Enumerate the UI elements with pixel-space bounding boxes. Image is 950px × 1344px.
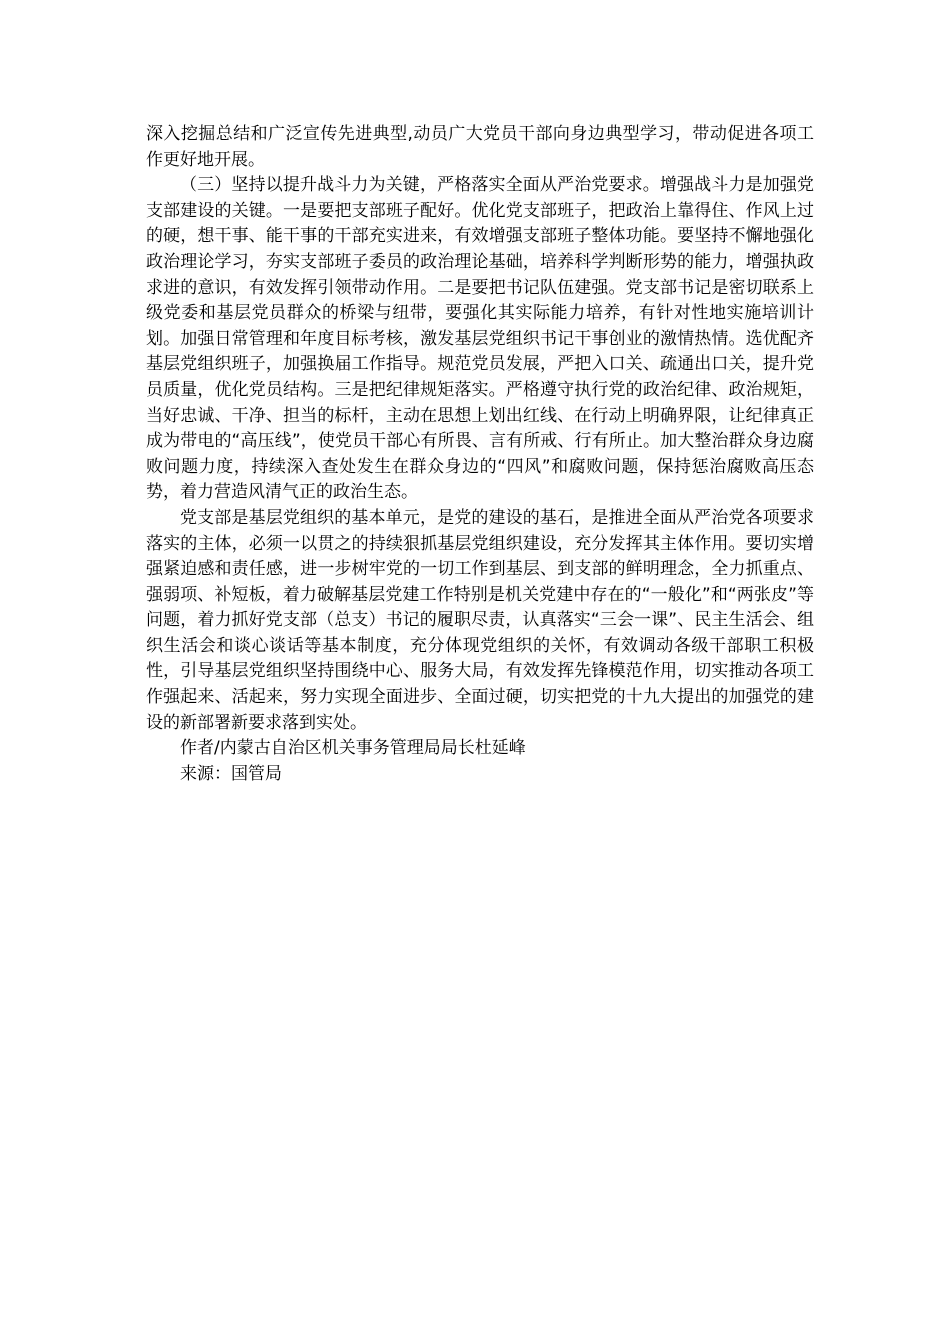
author-line: 作者/内蒙古自治区机关事务管理局局长杜延峰: [180, 738, 526, 759]
source-line: 来源：国管局: [180, 763, 282, 784]
paragraph-conclusion: 党支部是基层党组织的基本单元，是党的建设的基石，是推进全面从严治党各项要求落实的主体，必须一以贯之的持续狠抓基层党组织建设，充分发挥其主体作用。要切实增强紧迫感和责任感，进一步树牢党的一切工作到基层、到支部的鲜明理念，全力抓重点、强弱项、补短板，着力破解基层党建工作特别是机关党建中存在的“一般化”和“两张皮”等问题，着力抓好党支部（总支）书记的履职尽责，认真落实“三会一课”、民主生活会、组织生活会和谈心谈话等基本制度，充分体现党组织的关怀，有效调动各级干部职工积极性，引导基层党组织坚持围绕中心、服务大局，有效发挥先锋模范作用，切实推动各项工作强起来、活起来，努力实现全面进步、全面过硬，切实把党的十九大提出的加强党的建设的新部署新要求落到实处。: [146, 507, 814, 733]
article-body: [146, 122, 814, 787]
paragraph-continuation: 深入挖掘总结和广泛宣传先进典型,动员广大党员干部向身边典型学习，带动促进各项工作更好地开展。: [146, 124, 814, 170]
paragraph-section-three: （三）坚持以提升战斗力为关键，严格落实全面从严治党要求。增强战斗力是加强党支部建设的关键。一是要把支部班子配好。优化党支部班子，把政治上靠得住、作风上过的硬，想干事、能干事的干部充实进来，有效增强支部班子整体功能。要坚持不懈地强化政治理论学习，夯实支部班子委员的政治理论基础，培养科学判断形势的能力，增强执政求进的意识，有效发挥引领带动作用。二是要把书记队伍建强。党支部书记是密切联系上级党委和基层党员群众的桥梁与纽带，要强化其实际能力培养，有针对性地实施培训计划。加强日常管理和年度目标考核，激发基层党组织书记干事创业的激情热情。选优配齐基层党组织班子，加强换届工作指导。规范党员发展，严把入口关、疏通出口关，提升党员质量，优化党员结构。三是把纪律规矩落实。严格遵守执行党的政治纪律、政治规矩，当好忠诚、干净、担当的标杆，主动在思想上划出红线、在行动上明确界限，让纪律真正成为带电的“高压线”，使党员干部心有所畏、言有所戒、行有所止。加大整治群众身边腐败问题力度，持续深入查处发生在群众身边的“四风”和腐败问题，保持惩治腐败高压态势，着力营造风清气正的政治生态。: [146, 175, 814, 503]
